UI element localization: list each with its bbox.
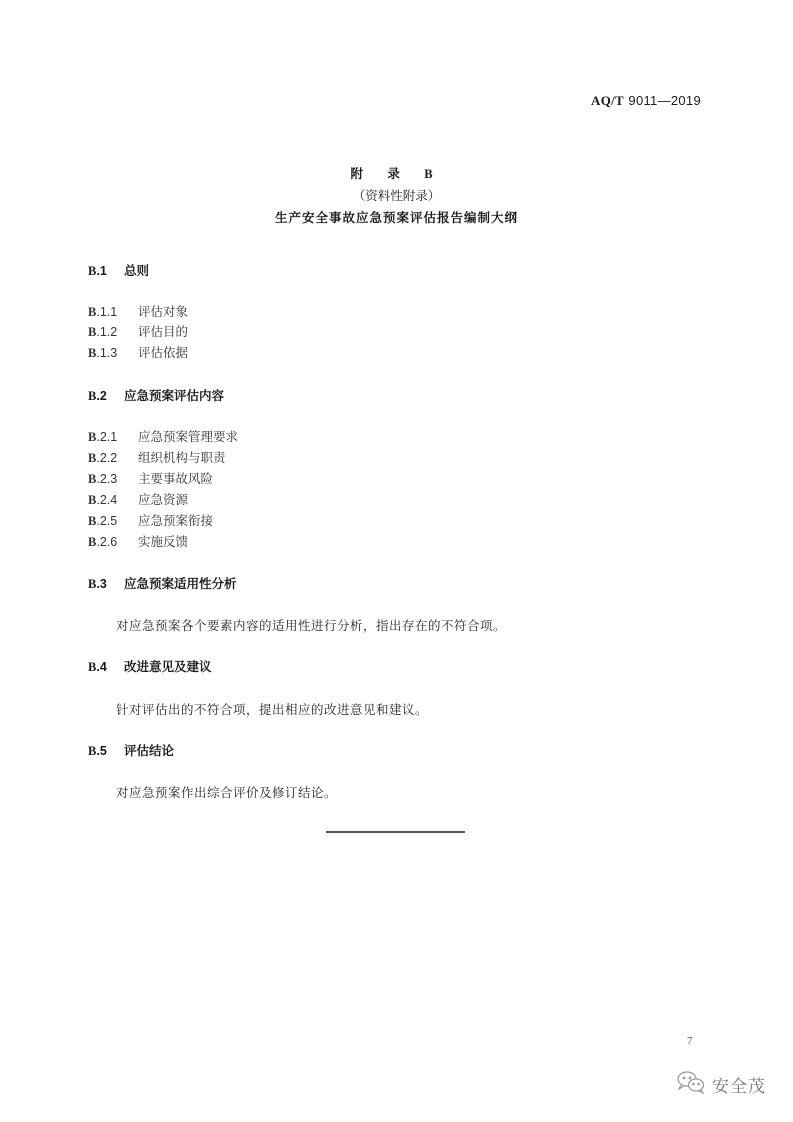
appendix-title: 附 录 B [350, 166, 443, 181]
watermark [676, 1070, 766, 1098]
section-heading-b3: B.3 应急预案适用性分析 [88, 576, 237, 591]
appendix-subtitle: （资料性附录） [352, 188, 441, 203]
subsection-b2-5: B.2.5 应急预案衔接 [88, 513, 214, 528]
section-heading-b4: B.4 改进意见及建议 [88, 659, 212, 674]
section-heading-b5: B.5 评估结论 [88, 743, 175, 758]
paragraph-b5: 对应急预案作出综合评价及修订结论。 [116, 785, 338, 800]
standard-number [591, 93, 701, 109]
subsection-b2-1: B.2.1 应急预案管理要求 [88, 429, 239, 444]
subsection-b2-4: B.2.4 应急资源 [88, 492, 189, 507]
subsection-b2-2: B.2.2 组织机构与职责 [88, 450, 226, 465]
subsection-b1-3: B.1.3 评估依据 [88, 345, 189, 360]
paragraph-b3: 对应急预案各个要素内容的适用性进行分析，指出存在的不符合项。 [116, 618, 507, 633]
end-rule [326, 831, 465, 833]
section-heading-b2: B.2 应急预案评估内容 [88, 388, 225, 403]
subsection-b2-3: B.2.3 主要事故风险 [88, 471, 214, 486]
subsection-b2-6: B.2.6 实施反馈 [88, 534, 189, 549]
subsection-b1-2: B.1.2 评估目的 [88, 324, 189, 339]
wechat-icon [676, 1070, 706, 1098]
standard-code: 9011—2019 [628, 93, 701, 108]
subsection-b1-1: B.1.1 评估对象 [88, 304, 189, 319]
appendix-main-title: 生产安全事故应急预案评估报告编制大纲 [274, 210, 518, 225]
paragraph-b4: 针对评估出的不符合项，提出相应的改进意见和建议。 [116, 702, 429, 717]
watermark-text: 安全茂 [712, 1076, 766, 1097]
standard-prefix: AQ/T [591, 93, 624, 108]
page-number: 7 [687, 1035, 693, 1047]
section-heading-b1: B.1 总则 [88, 263, 150, 278]
